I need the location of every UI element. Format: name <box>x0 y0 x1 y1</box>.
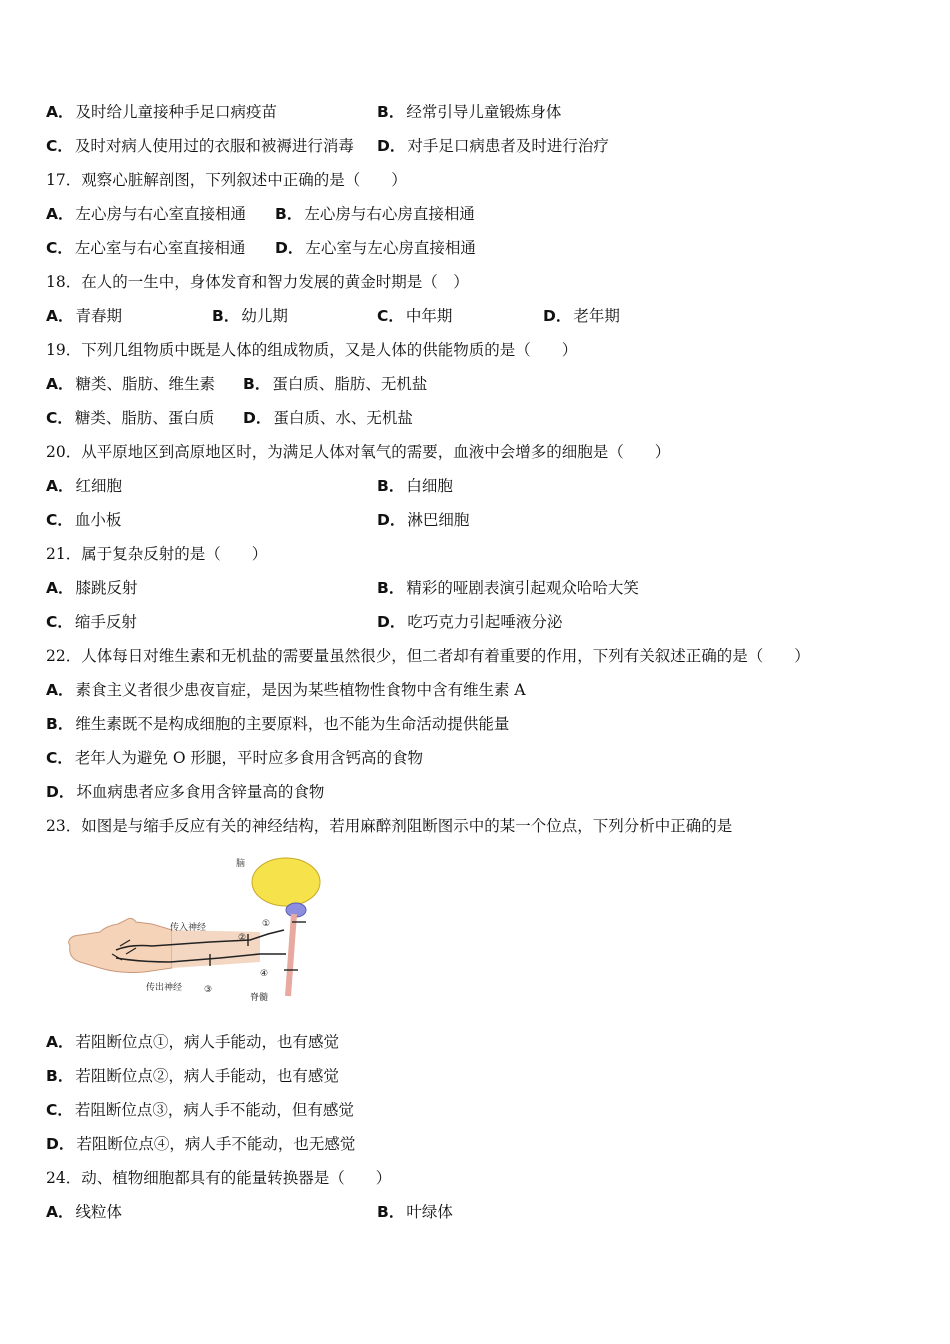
q24-option-b: B． 叶绿体 <box>377 1203 453 1221</box>
q18-stem: 18．在人的一生中，身体发育和智力发展的黄金时期是（ ） <box>46 273 469 291</box>
q18-option-a: A． 青春期 <box>46 307 123 325</box>
q17-option-a: A． 左心房与右心室直接相通 <box>46 205 247 223</box>
q16-option-a: A． 及时给儿童接种手足口病疫苗 <box>46 103 278 121</box>
q20-option-a: A． 红细胞 <box>46 477 123 495</box>
reflex-arc-figure <box>60 850 330 1010</box>
q22-stem: 22．人体每日对维生素和无机盐的需要量虽然很少，但二者却有着重要的作用，下列有关叙述正确的是（ ） <box>46 647 810 665</box>
q19-option-a: A． 糖类、脂肪、维生素 <box>46 375 216 393</box>
q21-stem: 21．属于复杂反射的是（ ） <box>46 545 268 563</box>
q20-stem: 20．从平原地区到高原地区时，为满足人体对氧气的需要，血液中会增多的细胞是（ ） <box>46 443 671 461</box>
q23-option-a: A． 若阻断位点①，病人手能动，也有感觉 <box>46 1033 340 1051</box>
q17-option-b: B． 左心房与右心房直接相通 <box>275 205 475 223</box>
q23-option-c: C． 若阻断位点③，病人手不能动，但有感觉 <box>46 1101 354 1119</box>
q22-option-b: B． 维生素既不是构成细胞的主要原料，也不能为生命活动提供能量 <box>46 715 510 733</box>
q24-stem: 24．动、植物细胞都具有的能量转换器是（ ） <box>46 1169 392 1187</box>
label-efferent: 传出神经 <box>146 983 183 993</box>
label-afferent: 传入神经 <box>170 923 207 933</box>
forearm-shape <box>172 930 260 968</box>
q23-option-b: B． 若阻断位点②，病人手能动，也有感觉 <box>46 1067 339 1085</box>
q19-option-b: B． 蛋白质、脂肪、无机盐 <box>243 375 428 393</box>
label-spinal: 脊髓 <box>250 993 269 1003</box>
q20-option-b: B． 白细胞 <box>377 477 453 495</box>
q17-option-c: C． 左心室与右心室直接相通 <box>46 239 246 257</box>
q19-option-c: C． 糖类、脂肪、蛋白质 <box>46 409 215 427</box>
q22-option-a: A． 素食主义者很少患夜盲症，是因为某些植物性食物中含有维生素 A <box>46 681 526 699</box>
q16-option-b: B． 经常引导儿童锻炼身体 <box>377 103 562 121</box>
q22-option-d: D． 坏血病患者应多食用含锌量高的食物 <box>46 783 325 801</box>
label-point-3: ③ <box>204 985 213 995</box>
q20-option-c: C． 血小板 <box>46 511 122 529</box>
label-brain: 脑 <box>236 859 246 869</box>
label-point-2: ② <box>238 933 247 943</box>
q21-option-c: C． 缩手反射 <box>46 613 137 631</box>
q17-stem: 17．观察心脏解剖图，下列叙述中正确的是（ ） <box>46 171 407 189</box>
q20-option-d: D． 淋巴细胞 <box>377 511 470 529</box>
q16-option-c: C． 及时对病人使用过的衣服和被褥进行消毒 <box>46 137 354 155</box>
label-point-1: ① <box>262 919 271 929</box>
q24-option-a: A． 线粒体 <box>46 1203 123 1221</box>
q17-option-d: D． 左心室与左心房直接相通 <box>275 239 476 257</box>
q18-option-b: B． 幼儿期 <box>212 307 288 325</box>
q21-option-a: A． 膝跳反射 <box>46 579 138 597</box>
q19-option-d: D． 蛋白质、水、无机盐 <box>243 409 413 427</box>
spinal-cord-shape <box>288 914 294 996</box>
q23-stem: 23．如图是与缩手反应有关的神经结构，若用麻醉剂阻断图示中的某一个位点，下列分析中正确的是 <box>46 817 733 835</box>
q18-option-d: D． 老年期 <box>543 307 620 325</box>
label-point-4: ④ <box>260 969 269 979</box>
brain-shape <box>252 858 320 906</box>
q18-option-c: C． 中年期 <box>377 307 453 325</box>
q22-option-c: C． 老年人为避免 O 形腿，平时应多食用含钙高的食物 <box>46 749 423 767</box>
q19-stem: 19．下列几组物质中既是人体的组成物质，又是人体的供能物质的是（ ） <box>46 341 578 359</box>
q23-option-d: D． 若阻断位点④，病人手不能动，也无感觉 <box>46 1135 356 1153</box>
q16-option-d: D． 对手足口病患者及时进行治疗 <box>377 137 609 155</box>
q21-option-b: B． 精彩的哑剧表演引起观众哈哈大笑 <box>377 579 639 597</box>
q21-option-d: D． 吃巧克力引起唾液分泌 <box>377 613 563 631</box>
